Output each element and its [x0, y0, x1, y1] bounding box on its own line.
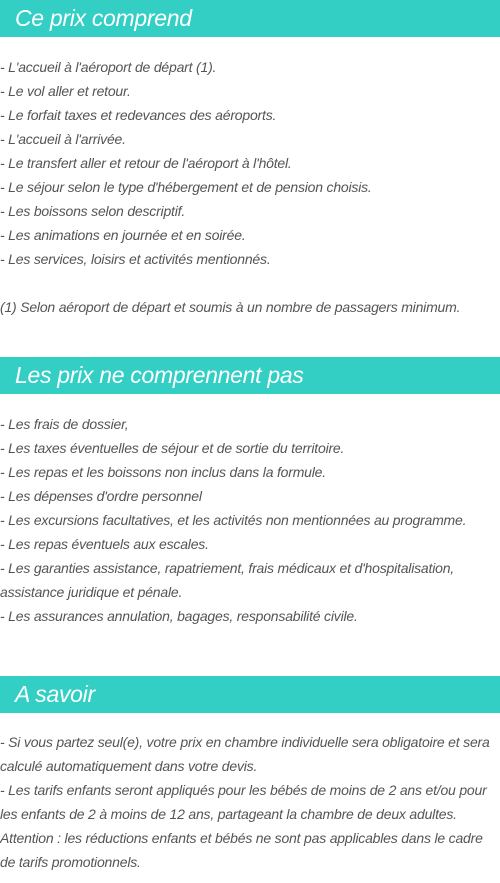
list-item: - L'accueil à l'aéroport de départ (1).	[0, 59, 217, 75]
section-header-not-included	[0, 357, 500, 394]
list-item: Attention : les réductions enfants et bébés ne sont pas applicables dans le cadre de tarifs promotionnels.	[0, 830, 483, 870]
list-item: - Les taxes éventuelles de séjour et de sortie du territoire.	[0, 440, 345, 456]
list-item: - Les frais de dossier,	[0, 416, 129, 432]
list-item: - Les repas et les boissons non inclus dans la formule.	[0, 464, 326, 480]
list-item: - Les assurances annulation, bagages, responsabilité civile.	[0, 608, 358, 624]
included-list	[0, 55, 500, 271]
footnote: (1) Selon aéroport de départ et soumis à un nombre de passagers minimum.	[0, 299, 461, 315]
list-item: - Les services, loisirs et activités mentionnés.	[0, 251, 271, 267]
list-item: - Le forfait taxes et redevances des aéroports.	[0, 107, 277, 123]
list-item: - Les tarifs enfants seront appliqués pour les bébés de moins de 2 ans et/ou pour les enfants de 2 à moins de 12 ans, partageant la chambre de deux adultes.	[0, 782, 487, 822]
section-title-included: Ce prix comprend	[15, 5, 192, 31]
section-title-not-included: Les prix ne comprennent pas	[15, 362, 304, 388]
list-item: - Les garanties assistance, rapatriement, frais médicaux et d'hospitalisation, assistance juridique et pénale.	[0, 560, 454, 600]
list-item: - Le vol aller et retour.	[0, 83, 131, 99]
list-item: - Les boissons selon descriptif.	[0, 203, 186, 219]
section-title-good-to-know: A savoir	[15, 681, 95, 707]
not-included-list	[0, 412, 500, 628]
list-item: - Les dépenses d'ordre personnel	[0, 488, 202, 504]
list-item: - Les excursions facultatives, et les activités non mentionnées au programme.	[0, 512, 467, 528]
list-item: - Les animations en journée et en soirée.	[0, 227, 246, 243]
list-item: - Les repas éventuels aux escales.	[0, 536, 209, 552]
list-item: - L'accueil à l'arrivée.	[0, 131, 126, 147]
section-header-included	[0, 0, 500, 37]
section-header-good-to-know	[0, 676, 500, 713]
good-to-know-list	[0, 730, 500, 874]
list-item: - Si vous partez seul(e), votre prix en chambre individuelle sera obligatoire et sera calculé automatiquement dans votre devis.	[0, 734, 490, 774]
list-item: - Le séjour selon le type d'hébergement et de pension choisis.	[0, 179, 372, 195]
list-item: - Le transfert aller et retour de l'aéroport à l'hôtel.	[0, 155, 292, 171]
